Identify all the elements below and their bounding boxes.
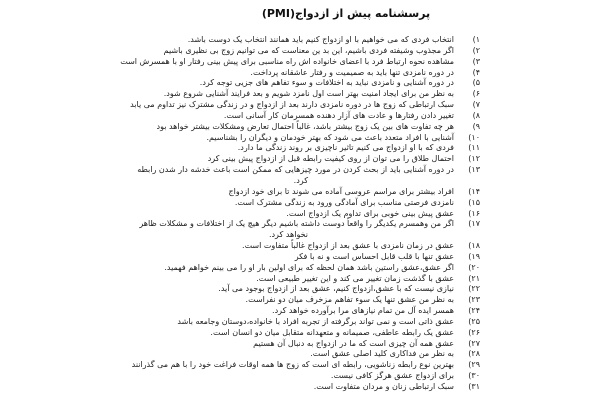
item-number: (۱۸ [468, 241, 480, 251]
item-number: (۷ [472, 100, 480, 110]
item-text: افراد بیشتر برای مراسم عروسی آماده می شوند تا برای خود ازدواج [228, 186, 454, 196]
questionnaire-item [22, 133, 480, 144]
item-text: عشق تنها با قلب قابل احساس است و نه با فکر [294, 251, 454, 261]
item-number: (۱۷ [468, 219, 480, 229]
questionnaire-item [22, 317, 480, 328]
item-number: (۶ [472, 89, 480, 99]
item-text: عشق پیش بینی خوبی برای تداوم یک ازدواج است. [286, 208, 454, 218]
items-list [22, 35, 480, 397]
item-number: (۵ [472, 78, 480, 88]
questionnaire-item [22, 57, 480, 68]
item-text: احتمال طلاق را می توان از روی کیفیت رابطه قبل از ازدواج پیش بینی کرد [207, 154, 454, 164]
questionnaire-item [22, 360, 480, 371]
questionnaire-item [22, 143, 480, 154]
questionnaire-item [22, 89, 480, 100]
item-number: (۲۱ [468, 273, 480, 283]
item-number: (۳۱ [468, 382, 480, 391]
item-number: (۳ [472, 56, 480, 66]
item-number: (۲۰ [468, 262, 480, 272]
item-number: (۲۵ [468, 316, 480, 326]
questionnaire-item [22, 219, 480, 230]
questionnaire-item-continuation [22, 230, 480, 241]
item-text: هر چه تفاوت های بین یک زوج بیشتر باشد، غالباً احتمال تعارض ومشکلات بیشتر خواهد بود [156, 121, 454, 131]
item-text: عشق ذاتی است و نمی تواند برگرفته از تجربه افراد با خانواده،دوستان وجامعه باشد [177, 316, 454, 326]
questionnaire-item [22, 122, 480, 133]
questionnaire-item [22, 111, 480, 122]
questionnaire-item [22, 371, 480, 382]
item-number: (۹ [472, 121, 480, 131]
item-text: به نظر من عشق تنها یک سوء تفاهم مزخرف میان دو نفراست. [245, 295, 454, 305]
questionnaire-item [22, 306, 480, 317]
questionnaire-item [22, 209, 480, 220]
item-number: (۱۱ [468, 143, 480, 153]
item-text-continued: نخواهد کرد. [268, 230, 308, 240]
item-text: بهترین نوع رابطه زناشویی، رابطه ای است که زوج ها همه اوقات فراغت خود را با هم می گذرانند [131, 360, 454, 370]
questionnaire-item [22, 252, 480, 263]
questionnaire-item [22, 241, 480, 252]
item-number: (۲۴ [468, 306, 480, 316]
questionnaire-item [22, 100, 480, 111]
questionnaire-item [22, 274, 480, 285]
questionnaire-item [22, 68, 480, 79]
item-text: همسر ایده آل من تمام نیازهای مرا برآورده خواهد کرد. [272, 306, 454, 316]
item-number: (۱۳ [468, 165, 480, 175]
item-text: فردی که با او ازدواج می کنیم تاثیر ناچیزی بر روند زندگی ما دارد. [237, 143, 454, 153]
item-text: عشق با گذشت زمان تغییر می کند و این تغییر طبیعی است. [256, 273, 454, 283]
item-text: نیازی نیست که با عشق،ازدواج کنیم، عشق بعد از ازدواج بوجود می آید. [218, 284, 454, 294]
item-text: آشنایی با افراد متعدد باعث می شود که بهتر خودمان و دیگران را بشناسیم. [206, 132, 454, 142]
questionnaire-item-continuation [22, 176, 480, 187]
questionnaire-item [22, 263, 480, 274]
item-text: تغییر دادن رفتارها و عادت های آزار دهنده همسرمان کار آسانی است. [223, 110, 454, 120]
item-text: اگر من وهمسرم یکدیگر را واقعاً دوست داشته باشیم دیگر هیچ یک از اختلافات و مشکلات ظاهر [139, 219, 454, 229]
page-title: پرسشنامه پیش از ازدواج(PMI) [261, 7, 431, 20]
questionnaire-item [22, 382, 480, 393]
item-number: (۱۰ [468, 132, 480, 142]
item-number: (۲۹ [468, 360, 480, 370]
item-text: عشق یک رابطه عاطفی، صمیمانه و متعهدانه متقابل میان دو انسان است. [210, 327, 454, 337]
questionnaire-item [22, 328, 480, 339]
item-text: به نظر من فداکاری کلید اصلی عشق است. [310, 349, 454, 359]
item-text: در دوره نامزدی تنها باید به صمیمیت و رفتار عاشقانه پرداخت. [250, 67, 454, 77]
item-number: (۲۲ [468, 284, 480, 294]
item-number: (۲۷ [468, 338, 480, 348]
questionnaire-item [22, 349, 480, 360]
questionnaire-item [22, 295, 480, 306]
questionnaire-item [22, 198, 480, 209]
item-number: (۱ [472, 35, 480, 44]
questionnaire-item [22, 284, 480, 295]
item-number: (۲۶ [468, 327, 480, 337]
questionnaire-item [22, 165, 480, 176]
item-text: مشاهده نحوه ارتباط فرد با اعضای خانواده اش راه مناسبی برای پیش بینی رفتار او با همسرش است [120, 56, 454, 66]
item-text: برای ازدواج عشق هرگز کافی نیست. [330, 371, 454, 381]
item-text: در دوره آشنایی باید از بحث کردن در مورد چیزهایی که ممکن است باعث خدشه دار شدن رابطه [137, 165, 454, 175]
item-text: انتخاب فردی که می خواهیم با او ازدواج کنیم باید همانند انتخاب یک دوست باشد. [187, 35, 454, 44]
item-number: (۱۲ [468, 154, 480, 164]
item-number: (۱۵ [468, 197, 480, 207]
item-number: (۸ [472, 110, 480, 120]
item-number: (۱۹ [468, 251, 480, 261]
item-text: در دوره آشنایی و نامزدی نباید به اختلافات و سوء تفاهم های جزیی توجه کرد. [199, 78, 454, 88]
item-number: (۱۴ [468, 186, 480, 196]
questionnaire-item [22, 339, 480, 350]
item-text: اگر عشق،عشق راستین باشد همان لحظه که برای اولین بار او را می بینم خواهم فهمید. [164, 262, 454, 272]
item-text: سبک ارتباطی زنان و مردان متفاوت است. [313, 382, 454, 391]
item-number: (۱۶ [468, 208, 480, 218]
item-text: سبک ارتباطی که زوج ها در دوره نامزدی دارند بعد از ازدواج و در زندگی مشترک نیز تداوم می یابد [130, 100, 454, 110]
item-text: به نظر من برای ایجاد امنیت بهتر است اول نامزد شویم و بعد فرایند آشنایی شروع شود. [163, 89, 454, 99]
item-number: (۴ [472, 67, 480, 77]
item-text: نامزدی فرصتی مناسب برای آمادگی ورود به زندگی مشترک است. [234, 197, 454, 207]
item-number: (۲ [472, 45, 480, 55]
item-text-continued: کرد. [293, 175, 308, 185]
questionnaire-item [22, 35, 480, 46]
item-number: (۲۳ [468, 295, 480, 305]
questionnaire-item [22, 78, 480, 89]
questionnaire-item [22, 154, 480, 165]
item-number: (۲۸ [468, 349, 480, 359]
questionnaire-item [22, 46, 480, 57]
item-text: عشق همه آن چیزی است که ما در ازدواج به دنبال آن هستیم [253, 338, 454, 348]
item-text: عشق در زمان نامزدی با عشق بعد از ازدواج غالباً متفاوت است. [242, 241, 454, 251]
item-text: اگر مجذوب وشیفته فردی باشیم، این بد ین معناست که می توانیم زوج بی نظیری باشیم [163, 45, 454, 55]
questionnaire-item [22, 187, 480, 198]
item-number: (۳۰ [468, 371, 480, 381]
